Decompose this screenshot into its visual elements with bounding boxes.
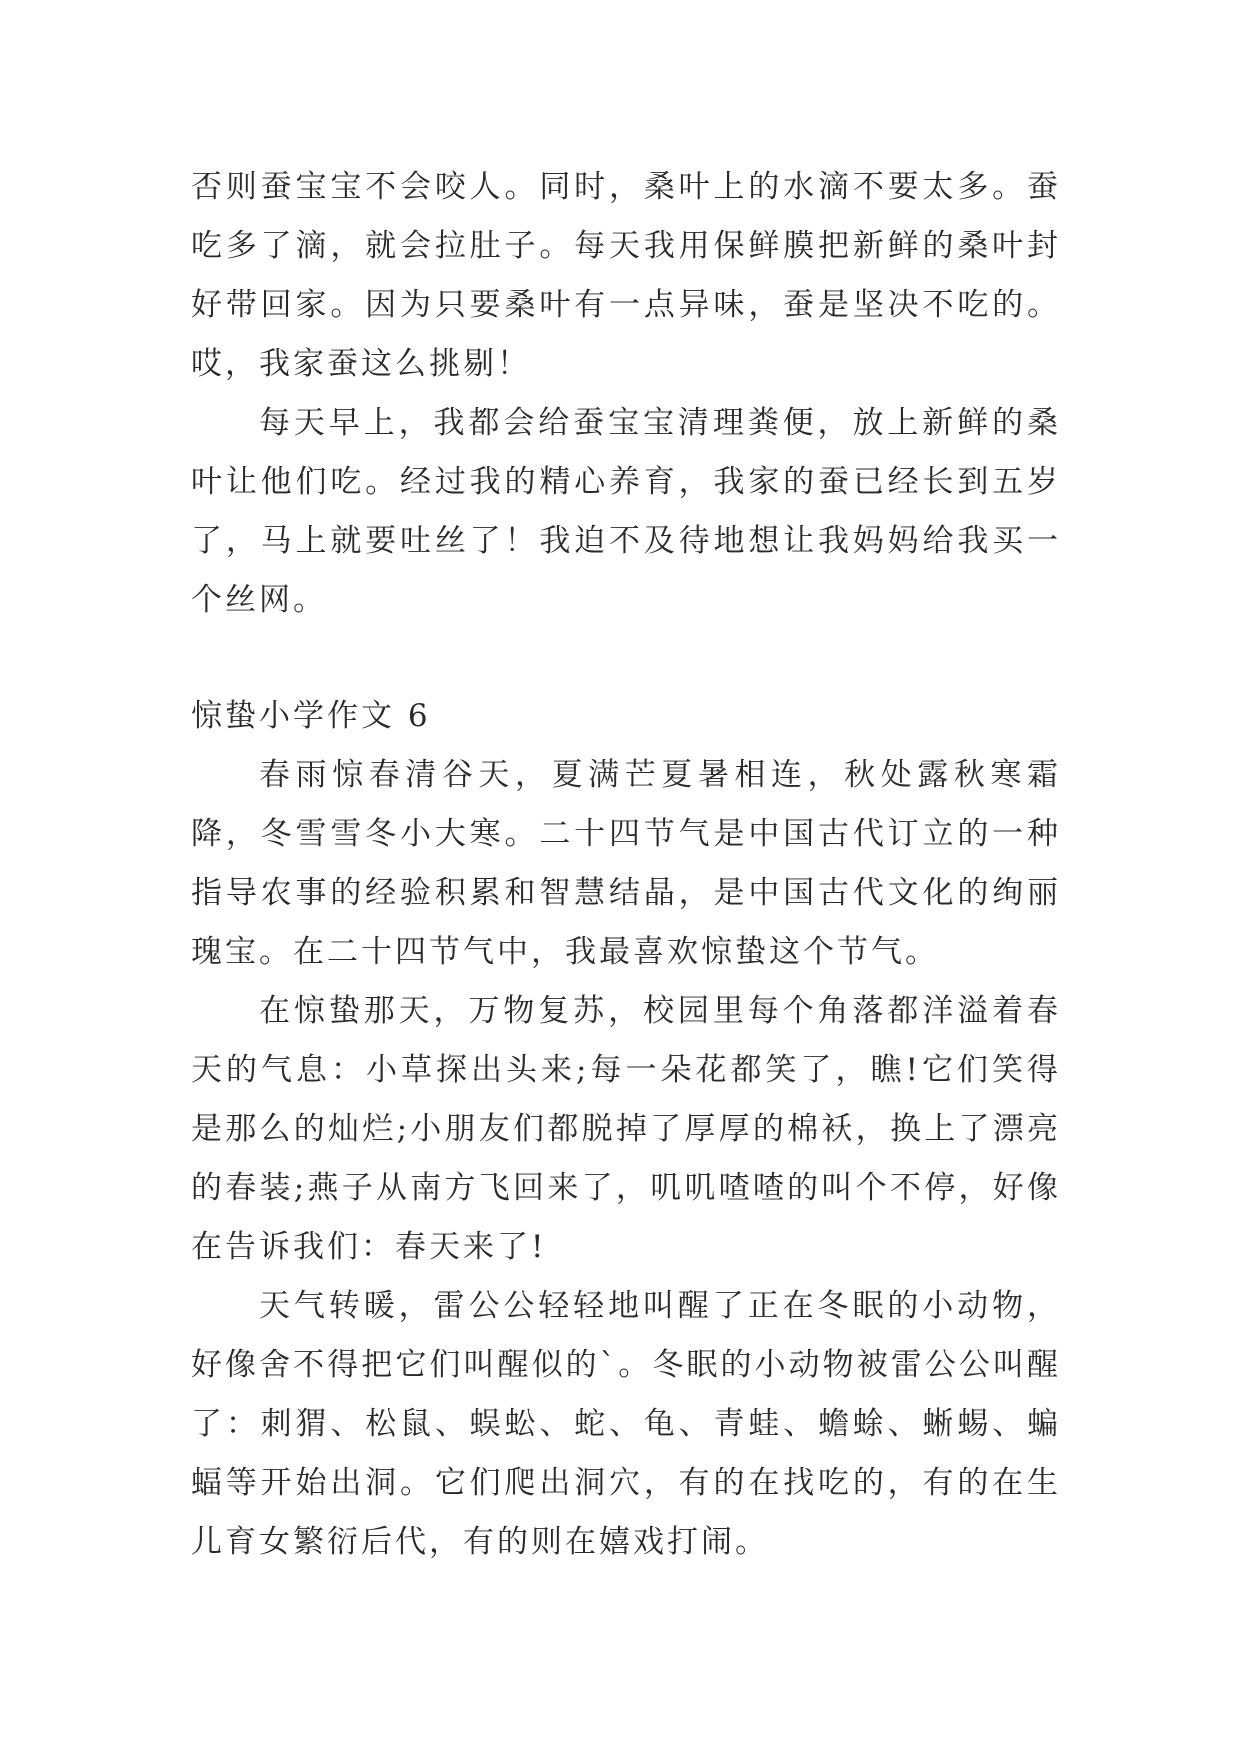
essay-title: 惊蛰小学作文 6 xyxy=(191,698,431,734)
paragraph-spring-campus: 在惊蛰那天，万物复苏，校园里每个角落都洋溢着春天的气息：小草探出头来;每一朵花都笑了，瞧!它们笑得是那么的灿烂;小朋友们都脱掉了厚厚的棉袄，换上了漂亮的春装;燕子从南方飞回来了，叽叽喳喳的叫个不停，好像在告诉我们：春天来了! xyxy=(191,993,1061,1265)
paragraph-silkworm-feeding: 否则蚕宝宝不会咬人。同时，桑叶上的水滴不要太多。蚕吃多了滴，就会拉肚子。每天我用保鲜膜把新鲜的桑叶封好带回家。因为只要桑叶有一点异味，蚕是坚决不吃的。哎，我家蚕这么挑剔！ xyxy=(191,169,1061,382)
paragraph-solar-terms: 春雨惊春清谷天，夏满芒夏暑相连，秋处露秋寒霜降，冬雪雪冬小大寒。二十四节气是中国古代订立的一种指导农事的经验积累和智慧结晶，是中国古代文化的绚丽瑰宝。在二十四节气中，我最喜欢惊蛰这个节气。 xyxy=(191,757,1061,970)
paragraph-silkworm-growth: 每天早上，我都会给蚕宝宝清理粪便，放上新鲜的桑叶让他们吃。经过我的精心养育，我家的蚕已经长到五岁了，马上就要吐丝了！我迫不及待地想让我妈妈给我买一个丝网。 xyxy=(191,405,1061,618)
continued-text-section xyxy=(191,158,1061,630)
essay-section xyxy=(191,687,1061,1572)
paragraph-animals-awaken: 天气转暖，雷公公轻轻地叫醒了正在冬眠的小动物，好像舍不得把它们叫醒似的`。冬眠的小动物被雷公公叫醒了：刺猬、松鼠、蜈蚣、蛇、龟、青蛙、蟾蜍、蜥蜴、蝙蝠等开始出洞。它们爬出洞穴，有的在找吃的，有的在生儿育女繁衍后代，有的则在嬉戏打闹。 xyxy=(191,1288,1061,1560)
